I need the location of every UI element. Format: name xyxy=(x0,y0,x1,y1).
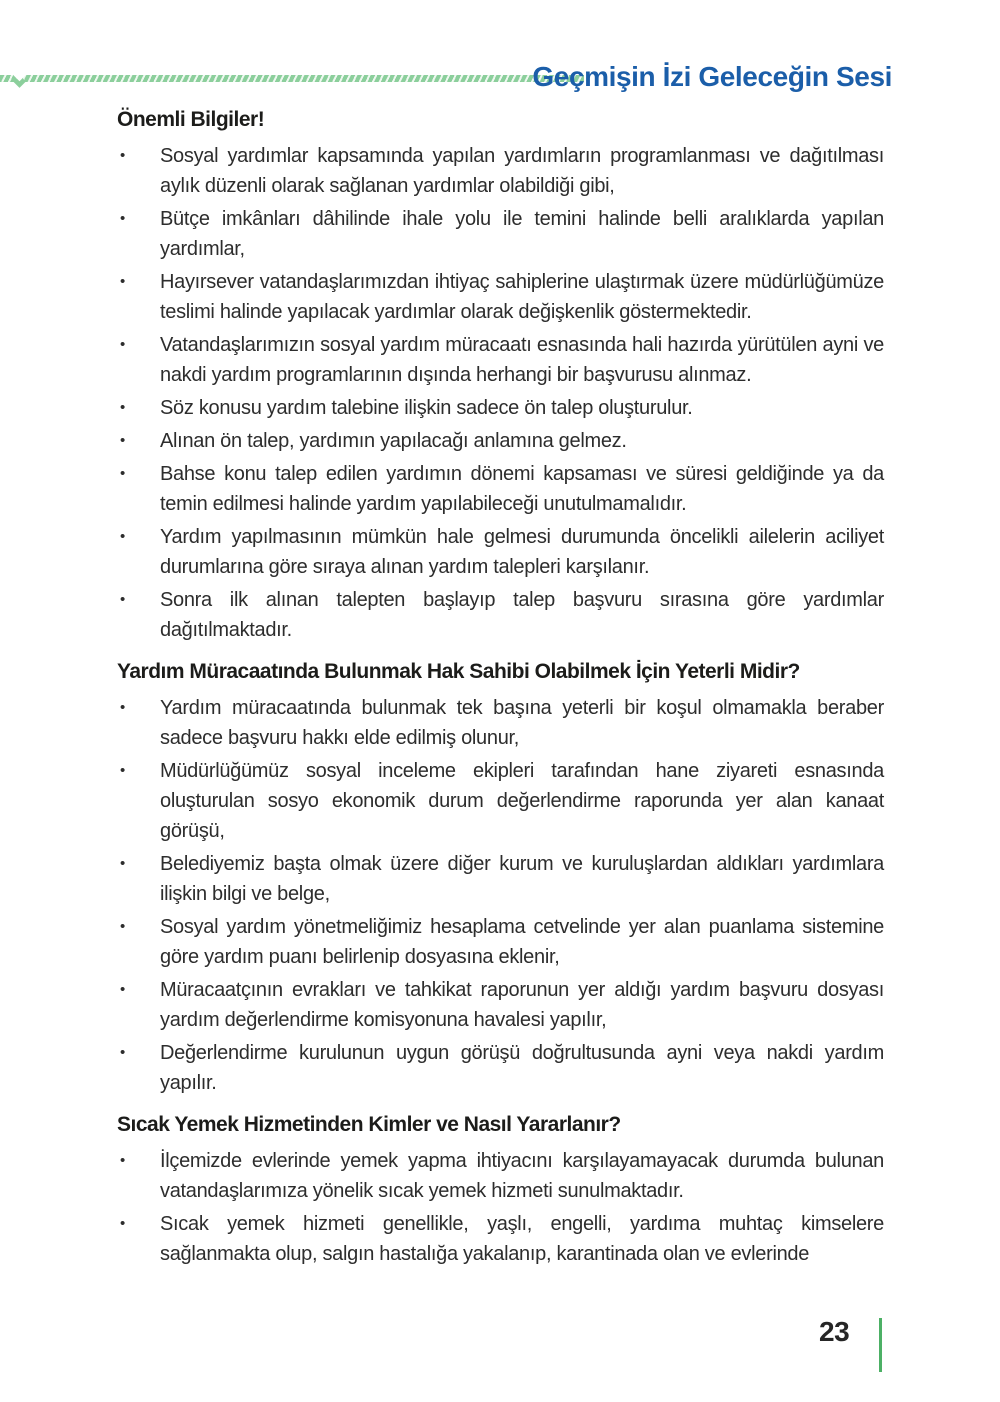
list-item-text: Bahse konu talep edilen yardımın dönemi kapsaması ve süresi geldiğinde ya da temin edilmesi halinde yardım yapılabileceği unutulmamalıdır. xyxy=(160,463,884,515)
bullet-marker: • xyxy=(120,210,125,227)
list-item-text: Müracaatçının evrakları ve tahkikat raporunun yer aldığı yardım başvuru dosyası yardım değerlendirme komisyonuna havalesi yapılır, xyxy=(160,979,884,1031)
bullet-marker: • xyxy=(120,1215,125,1232)
list-item xyxy=(117,756,884,846)
list-item-text: İlçemizde evlerinde yemek yapma ihtiyacını karşılayamayacak durumda bulunan vatandaşlarımıza yönelik sıcak yemek hizmeti sunulmaktadır. xyxy=(160,1150,884,1202)
section xyxy=(117,658,884,1098)
list-item-text: Vatandaşlarımızın sosyal yardım müracaatı esnasında hali hazırda yürütülen ayni ve nakdi yardım programlarının dışında herhangi bir başvurusu alınmaz. xyxy=(160,334,884,386)
list-item xyxy=(117,459,884,519)
page-content xyxy=(117,106,884,1272)
list-item-text: Sıcak yemek hizmeti genellikle, yaşlı, engelli, yardıma muhtaç kimselere sağlanmakta olup, salgın hastalığa yakalanıp, karantinada olan ve evlerinde xyxy=(160,1213,884,1265)
section xyxy=(117,1111,884,1269)
header-decorative-rule xyxy=(0,75,584,82)
bullet-marker: • xyxy=(120,465,125,482)
list-item-text: Sosyal yardım yönetmeliğimiz hesaplama cetvelinde yer alan puanlama sistemine göre yardım puanı belirlenip dosyasına eklenir, xyxy=(160,916,884,968)
bullet-marker: • xyxy=(120,855,125,872)
list-item-text: Yardım yapılmasının mümkün hale gelmesi durumunda öncelikli ailelerin aciliyet durumlarına göre sıraya alınan yardım talepleri karşılanır. xyxy=(160,526,884,578)
section-heading: Sıcak Yemek Hizmetinden Kimler ve Nasıl Yararlanır? xyxy=(117,1113,621,1136)
bullet-list xyxy=(117,141,884,645)
bullet-marker: • xyxy=(120,432,125,449)
list-item xyxy=(117,1209,884,1269)
bullet-marker: • xyxy=(120,147,125,164)
bullet-marker: • xyxy=(120,981,125,998)
list-item-text: Değerlendirme kurulunun uygun görüşü doğrultusunda ayni veya nakdi yardım yapılır. xyxy=(160,1042,884,1094)
list-item xyxy=(117,426,884,456)
list-item-text: Söz konusu yardım talebine ilişkin sadece ön talep oluşturulur. xyxy=(160,397,693,419)
list-item-text: Alınan ön talep, yardımın yapılacağı anlamına gelmez. xyxy=(160,430,627,452)
list-item xyxy=(117,912,884,972)
list-item xyxy=(117,522,884,582)
list-item xyxy=(117,849,884,909)
footer-decorative-rule xyxy=(879,1318,882,1372)
list-item-text: Sosyal yardımlar kapsamında yapılan yardımların programlanması ve dağıtılması aylık düzenli olarak sağlanan yardımlar olabildiği gibi, xyxy=(160,145,884,197)
list-item xyxy=(117,330,884,390)
bullet-marker: • xyxy=(120,591,125,608)
list-item-text: Bütçe imkânları dâhilinde ihale yolu ile temini halinde belli aralıklarda yapılan yardımlar, xyxy=(160,208,884,260)
bullet-list xyxy=(117,693,884,1098)
bullet-marker: • xyxy=(120,1044,125,1061)
bullet-marker: • xyxy=(120,336,125,353)
section-heading: Önemli Bilgiler! xyxy=(117,108,265,131)
list-item xyxy=(117,585,884,645)
header-slogan: Geçmişin İzi Geleceğin Sesi xyxy=(532,61,892,92)
list-item-text: Yardım müracaatında bulunmak tek başına yeterli bir koşul olmamakla beraber sadece başvuru hakkı elde edilmiş olunur, xyxy=(160,697,884,749)
section xyxy=(117,106,884,645)
list-item xyxy=(117,141,884,201)
list-item xyxy=(117,204,884,264)
list-item xyxy=(117,1146,884,1206)
bullet-marker: • xyxy=(120,699,125,716)
bullet-marker: • xyxy=(120,528,125,545)
list-item-text: Müdürlüğümüz sosyal inceleme ekipleri tarafından hane ziyareti esnasında oluşturulan sosyo ekonomik durum değerlendirme raporunda yer alan kanaat görüşü, xyxy=(160,760,884,842)
bullet-marker: • xyxy=(120,273,125,290)
list-item xyxy=(117,1038,884,1098)
list-item-text: Belediyemiz başta olmak üzere diğer kurum ve kuruluşlardan aldıkları yardımlara ilişkin bilgi ve belge, xyxy=(160,853,884,905)
bullet-marker: • xyxy=(120,762,125,779)
list-item xyxy=(117,693,884,753)
list-item xyxy=(117,267,884,327)
list-item xyxy=(117,975,884,1035)
list-item-text: Sonra ilk alınan talepten başlayıp talep başvuru sırasına göre yardımlar dağıtılmaktadır. xyxy=(160,589,884,641)
bullet-marker: • xyxy=(120,399,125,416)
list-item-text: Hayırsever vatandaşlarımızdan ihtiyaç sahiplerine ulaştırmak üzere müdürlüğümüze teslimi halinde yapılacak yardımlar olarak değişkenlik göstermektedir. xyxy=(160,271,884,323)
list-item xyxy=(117,393,884,423)
bullet-marker: • xyxy=(120,1152,125,1169)
bullet-list xyxy=(117,1146,884,1269)
page-number: 23 xyxy=(819,1316,850,1347)
section-heading: Yardım Müracaatında Bulunmak Hak Sahibi Olabilmek İçin Yeterli Midir? xyxy=(117,660,800,683)
bullet-marker: • xyxy=(120,918,125,935)
